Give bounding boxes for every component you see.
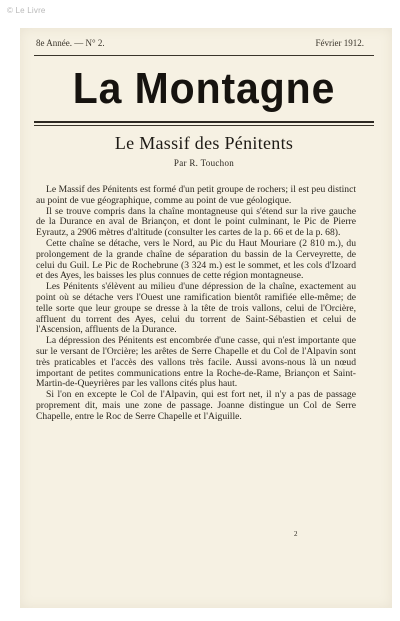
paragraph: Il se trouve compris dans la chaîne montagneuse qui s'étend sur la rive gauche de la Durance en aval de Briançon, et dont le point culminant, le Pic de Pierre Eyrautz, a 2906 mètres d'altitude (consulter les cartes de la p. 66 et de la p. 68). xyxy=(36,205,356,239)
issue-number: 8e Année. — N° 2. xyxy=(36,38,105,48)
watermark-text: © Le Livre xyxy=(7,6,46,15)
paragraph: Le Massif des Pénitents est formé d'un petit groupe de rochers; il est peu distinct au point de vue géographique, comme au point de vue géologique. xyxy=(36,184,356,206)
masthead-title: La Montagne xyxy=(72,64,336,113)
paragraph: Cette chaîne se détache, vers le Nord, au Pic du Haut Mouriare (2 810 m.), du prolongement de la grande chaîne de séparation du bassin de la Cerveyrette, de celui du Guil. Le Pic de Rochebrune (3 324 m.) est le sommet, et les cols d'Izoard et des Ayes, les baisses les plus connues de cette région montagneuse. xyxy=(36,237,356,282)
issue-line xyxy=(36,38,364,50)
issue-date: Février 1912. xyxy=(315,38,364,48)
article-body xyxy=(36,185,356,423)
article-title: Le Massif des Pénitents xyxy=(114,133,294,153)
header-rule-bottom-thin xyxy=(34,125,374,126)
paragraph: La dépression des Pénitents est encombrée d'une casse, qui n'est importante que sur le versant de l'Orcière; les arêtes de Serre Chapelle et du Col de l'Alpavin sont très praticables et l'accès des vallons très facile. Aussi avons-nous là un nœud important de petites communications entre la Roche-de-Rame, Briançon et Saint-Martin-de-Queyrières par les vallons cités plus haut. xyxy=(36,335,356,390)
header-rule-top xyxy=(34,55,374,56)
paragraph: Si l'on en excepte le Col de l'Alpavin, qui est fort net, il n'y a pas de passage proprement dit, mais une zone de passage. Joanne distingue un Col de Serre Chapelle, entre le Roc de Serre Chapelle et l'Aiguille. xyxy=(36,389,356,422)
paragraph: Les Pénitents s'élèvent au milieu d'une dépression de la chaîne, exactement au point où se détache vers l'Ouest une ramification bientôt ramifiée elle-même; de telle sorte que leur groupe se dresse à la tête de trois vallons, celui de l'Orcière, affluent du torrent des Ayes, celui du torrent de Saint-Sébastien et celui de l'Ascension, affluents de la Durance. xyxy=(36,281,356,336)
article-byline: Par R. Touchon xyxy=(173,158,235,168)
page-folio: 2 xyxy=(294,530,298,538)
header-rule-bottom-thick xyxy=(34,121,374,123)
